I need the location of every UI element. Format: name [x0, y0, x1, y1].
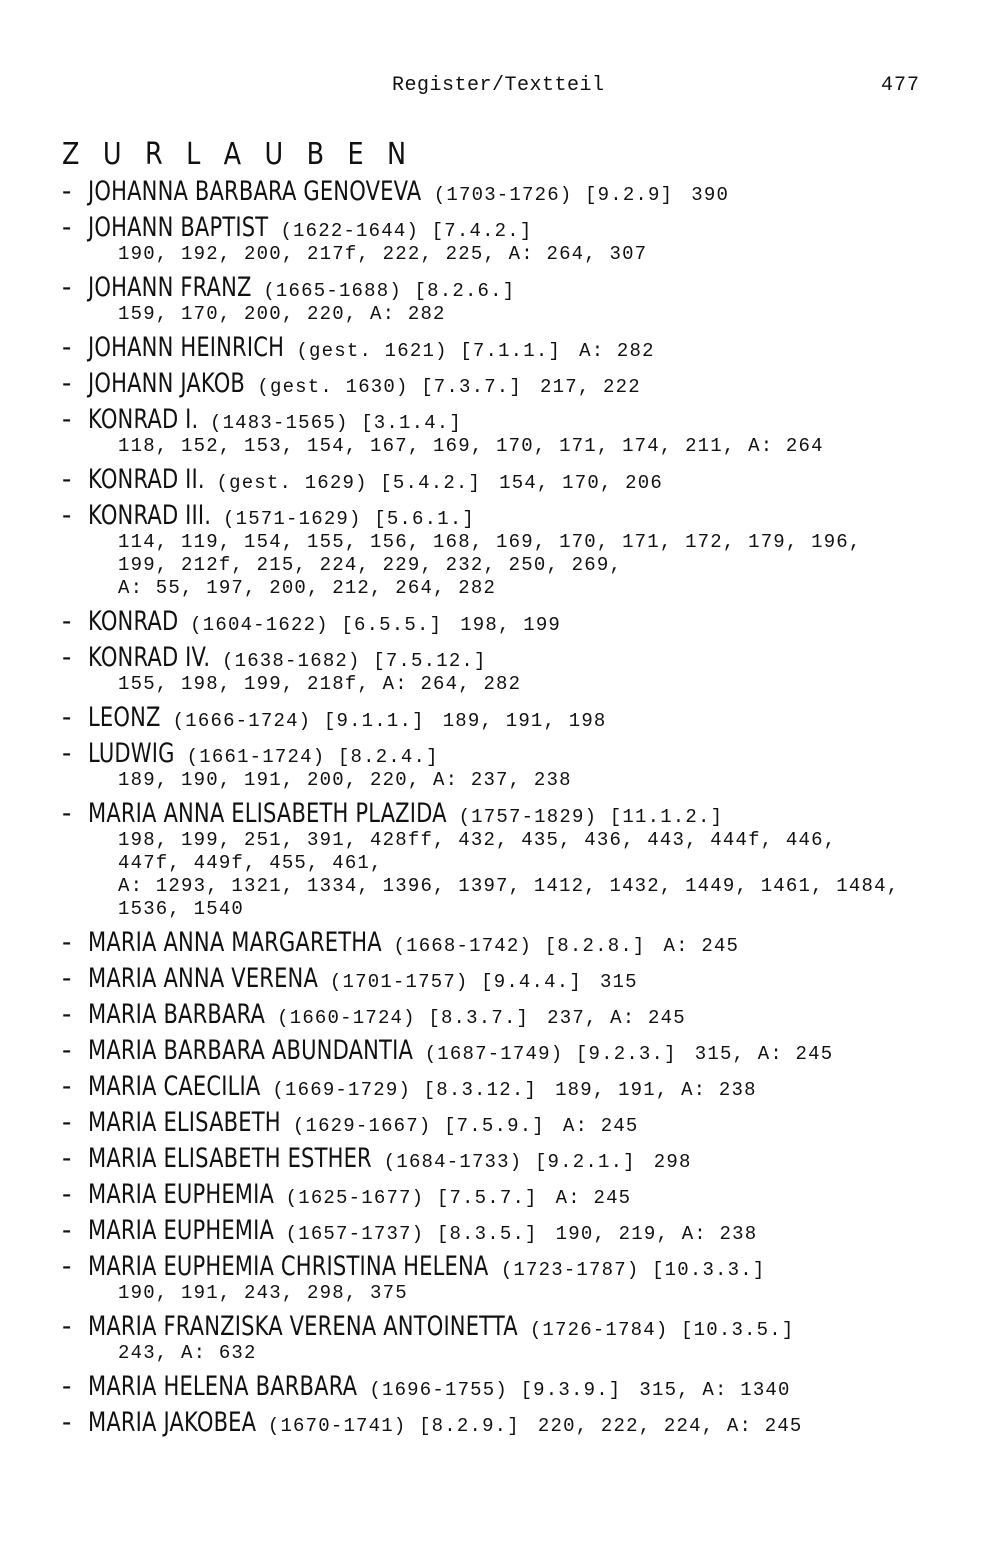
entry-head: [62, 1250, 982, 1282]
entry-name: JOHANN HEINRICH: [88, 332, 285, 363]
entry-dates-reference: (1726-1784) [10.3.5.]: [529, 1319, 795, 1341]
entry-dates-reference: (1661-1724) [8.2.4.]: [186, 746, 439, 768]
entry-inline-pages: 315: [599, 971, 638, 993]
entry-name: MARIA JAKOBEA: [88, 1407, 257, 1438]
register-entry: [62, 1142, 982, 1174]
entry-head: [62, 211, 982, 243]
entry-dates-reference: (1703-1726) [9.2.9]: [433, 184, 674, 206]
entry-dash: -: [62, 1106, 72, 1137]
entry-inline-pages: 237, A: 245: [547, 1007, 686, 1029]
register-entry: [62, 1070, 982, 1102]
entry-dates-reference: (1657-1737) [8.3.5.]: [285, 1223, 538, 1245]
entry-dates-reference: (1629-1667) [7.5.9.]: [292, 1115, 545, 1137]
entry-name: MARIA BARBARA ABUNDANTIA: [88, 1035, 414, 1066]
entry-dash: -: [62, 797, 72, 828]
register-entry: [62, 1250, 982, 1305]
entry-name: MARIA ANNA ELISABETH PLAZIDA: [88, 798, 447, 829]
entry-dates-reference: (1669-1729) [8.3.12.]: [272, 1079, 538, 1101]
entry-dash: -: [62, 331, 72, 362]
entry-name: JOHANN JAKOB: [88, 368, 246, 399]
entry-head: [62, 271, 982, 303]
entry-dash: -: [62, 403, 72, 434]
entry-inline-pages: 298: [653, 1151, 692, 1173]
register-entry: [62, 1406, 982, 1438]
entry-head: [62, 1070, 982, 1102]
register-entry: [62, 1178, 982, 1210]
entry-pages: 198, 199, 251, 391, 428ff, 432, 435, 436, 443, 444f, 446, 447f, 449f, 455, 461, A: 1293, 1321, 1334, 1396, 1397, 1412, 1432, 1449, 1461, 1484, 1536, 1540: [118, 829, 900, 920]
entry-dash: -: [62, 1370, 72, 1401]
entry-name: KONRAD IV.: [88, 642, 211, 673]
register-entry: [62, 737, 982, 792]
register-entry: [62, 463, 982, 495]
entry-dates-reference: (1483-1565) [3.1.4.]: [209, 412, 463, 434]
register-entry: [62, 1106, 982, 1138]
entry-dates-reference: (1723-1787) [10.3.3.]: [500, 1259, 766, 1281]
entry-name: MARIA CAECILIA: [88, 1071, 261, 1102]
entry-name: KONRAD: [88, 606, 179, 637]
register-entry: [62, 1034, 982, 1066]
entry-name: MARIA FRANZISKA VERENA ANTOINETTA: [88, 1311, 518, 1342]
entry-dates-reference: (1687-1749) [9.2.3.]: [424, 1043, 677, 1065]
entry-head: [62, 605, 982, 637]
entry-head: [62, 926, 982, 958]
entry-head: [62, 499, 982, 531]
entry-name: JOHANN BAPTIST: [88, 212, 269, 243]
entry-dates-reference: (gest. 1621) [7.1.1.]: [296, 340, 562, 362]
entry-name: KONRAD I.: [88, 404, 199, 435]
entry-dates-reference: (1660-1724) [8.3.7.]: [277, 1007, 530, 1029]
entry-dates-reference: (1668-1742) [8.2.8.]: [393, 935, 646, 957]
entry-dash: -: [62, 1178, 72, 1209]
entry-head: [62, 962, 982, 994]
entry-pages: 189, 190, 191, 200, 220, A: 237, 238: [118, 769, 572, 791]
entry-dash: -: [62, 926, 72, 957]
entry-dates-reference: (1666-1724) [9.1.1.]: [172, 710, 425, 732]
entry-inline-pages: 154, 170, 206: [499, 472, 663, 494]
entry-dash: -: [62, 175, 72, 206]
entry-name: JOHANNA BARBARA GENOVEVA: [88, 176, 422, 207]
register-entries: [62, 175, 982, 1442]
entry-dash: -: [62, 1034, 72, 1065]
entry-head: [62, 797, 982, 829]
entry-dates-reference: (1604-1622) [6.5.5.]: [190, 614, 443, 636]
entry-dates-reference: (gest. 1630) [7.3.7.]: [257, 376, 523, 398]
register-entry: [62, 605, 982, 637]
entry-name: LUDWIG: [88, 738, 175, 769]
entry-inline-pages: 315, A: 245: [694, 1043, 834, 1065]
entry-pages: 190, 191, 243, 298, 375: [118, 1282, 408, 1304]
entry-dates-reference: (1684-1733) [9.2.1.]: [383, 1151, 636, 1173]
register-entry: [62, 797, 982, 921]
page-header: [0, 74, 1000, 104]
entry-dash: -: [62, 737, 72, 768]
entry-head: [62, 701, 982, 733]
entry-dash: -: [62, 211, 72, 242]
entry-dash: -: [62, 1142, 72, 1173]
entry-name: MARIA EUPHEMIA: [88, 1215, 275, 1246]
entry-dash: -: [62, 1070, 72, 1101]
entry-dates-reference: (1665-1688) [8.2.6.]: [263, 280, 516, 302]
entry-name: MARIA ELISABETH ESTHER: [88, 1143, 372, 1174]
entry-inline-pages: A: 245: [555, 1187, 632, 1209]
entry-dash: -: [62, 962, 72, 993]
register-entry: [62, 403, 982, 458]
entry-name: MARIA ELISABETH: [88, 1107, 281, 1138]
entry-name: MARIA ANNA VERENA: [88, 963, 319, 994]
entry-dash: -: [62, 499, 72, 530]
entry-inline-pages: 189, 191, 198: [442, 710, 607, 732]
entry-dash: -: [62, 1310, 72, 1341]
entry-name: MARIA EUPHEMIA: [88, 1179, 275, 1210]
entry-dates-reference: (1638-1682) [7.5.12.]: [222, 650, 487, 672]
entry-head: [62, 367, 982, 399]
entry-head: [62, 1106, 982, 1138]
entry-pages: 243, A: 632: [118, 1342, 257, 1364]
entry-inline-pages: 315, A: 1340: [639, 1379, 791, 1401]
running-title: Register/Textteil: [392, 74, 605, 97]
entry-dates-reference: (1757-1829) [11.1.2.]: [458, 806, 724, 828]
entry-inline-pages: A: 282: [579, 340, 655, 362]
page-number: 477: [881, 74, 921, 97]
entry-name: KONRAD III.: [88, 500, 212, 531]
register-entry: [62, 1214, 982, 1246]
entry-dates-reference: (1625-1677) [7.5.7.]: [285, 1187, 538, 1209]
entry-inline-pages: A: 245: [562, 1115, 639, 1137]
entry-dash: -: [62, 367, 72, 398]
entry-dash: -: [62, 463, 72, 494]
entry-dates-reference: (1622-1644) [7.4.2.]: [280, 220, 533, 242]
entry-dash: -: [62, 271, 72, 302]
entry-dates-reference: (1571-1629) [5.6.1.]: [223, 508, 476, 530]
entry-name: MARIA ANNA MARGARETHA: [88, 927, 382, 958]
register-entry: [62, 962, 982, 994]
entry-dash: -: [62, 998, 72, 1029]
entry-head: [62, 1214, 982, 1246]
entry-head: [62, 1370, 982, 1402]
register-entry: [62, 641, 982, 696]
entry-dash: -: [62, 641, 72, 672]
entry-head: [62, 403, 982, 435]
entry-inline-pages: A: 245: [663, 935, 740, 957]
entry-name: MARIA EUPHEMIA CHRISTINA HELENA: [88, 1251, 489, 1282]
register-entry: [62, 331, 982, 363]
entry-dates-reference: (1701-1757) [9.4.4.]: [329, 971, 582, 993]
entry-dash: -: [62, 1214, 72, 1245]
register-entry: [62, 998, 982, 1030]
entry-dash: -: [62, 1250, 72, 1281]
entry-name: JOHANN FRANZ: [88, 272, 252, 303]
entry-inline-pages: 390: [691, 184, 730, 206]
entry-dates-reference: (1696-1755) [9.3.9.]: [369, 1379, 622, 1401]
entry-dates-reference: (1670-1741) [8.2.9.]: [267, 1415, 520, 1437]
entry-head: [62, 463, 982, 495]
register-entry: [62, 1370, 982, 1402]
entry-head: [62, 998, 982, 1030]
register-entry: [62, 1310, 982, 1365]
entry-inline-pages: 217, 222: [540, 376, 641, 398]
entry-name: MARIA HELENA BARBARA: [88, 1371, 358, 1402]
entry-head: [62, 1178, 982, 1210]
entry-head: [62, 175, 982, 207]
register-entry: [62, 175, 982, 207]
entry-inline-pages: 189, 191, A: 238: [555, 1079, 757, 1101]
entry-pages: 118, 152, 153, 154, 167, 169, 170, 171, 174, 211, A: 264: [118, 435, 824, 457]
entry-name: MARIA BARBARA: [88, 999, 266, 1030]
register-entry: [62, 499, 982, 600]
entry-head: [62, 331, 982, 363]
entry-head: [62, 1034, 982, 1066]
entry-name: KONRAD II.: [88, 464, 205, 495]
entry-head: [62, 1142, 982, 1174]
entry-head: [62, 641, 982, 673]
entry-pages: 155, 198, 199, 218f, A: 264, 282: [118, 673, 522, 695]
register-entry: [62, 367, 982, 399]
entry-inline-pages: 198, 199: [460, 614, 562, 636]
entry-head: [62, 1406, 982, 1438]
entry-inline-pages: 220, 222, 224, A: 245: [537, 1415, 803, 1437]
entry-pages: 159, 170, 200, 220, A: 282: [118, 303, 446, 325]
entry-dates-reference: (gest. 1629) [5.4.2.]: [216, 472, 482, 494]
family-heading: Z U R L A U B E N: [62, 137, 414, 172]
entry-head: [62, 737, 982, 769]
register-entry: [62, 271, 982, 326]
entry-inline-pages: 190, 219, A: 238: [555, 1223, 758, 1245]
entry-head: [62, 1310, 982, 1342]
register-entry: [62, 211, 982, 266]
entry-pages: 114, 119, 154, 155, 156, 168, 169, 170, 171, 172, 179, 196, 199, 212f, 215, 224, 229, 232, 250, 269, A: 55, 197, 200, 212, 264, 282: [118, 531, 862, 599]
entry-name: LEONZ: [88, 702, 161, 733]
entry-pages: 190, 192, 200, 217f, 222, 225, A: 264, 307: [118, 243, 648, 265]
register-entry: [62, 701, 982, 733]
entry-dash: -: [62, 1406, 72, 1437]
entry-dash: -: [62, 701, 72, 732]
entry-dash: -: [62, 605, 72, 636]
register-entry: [62, 926, 982, 958]
